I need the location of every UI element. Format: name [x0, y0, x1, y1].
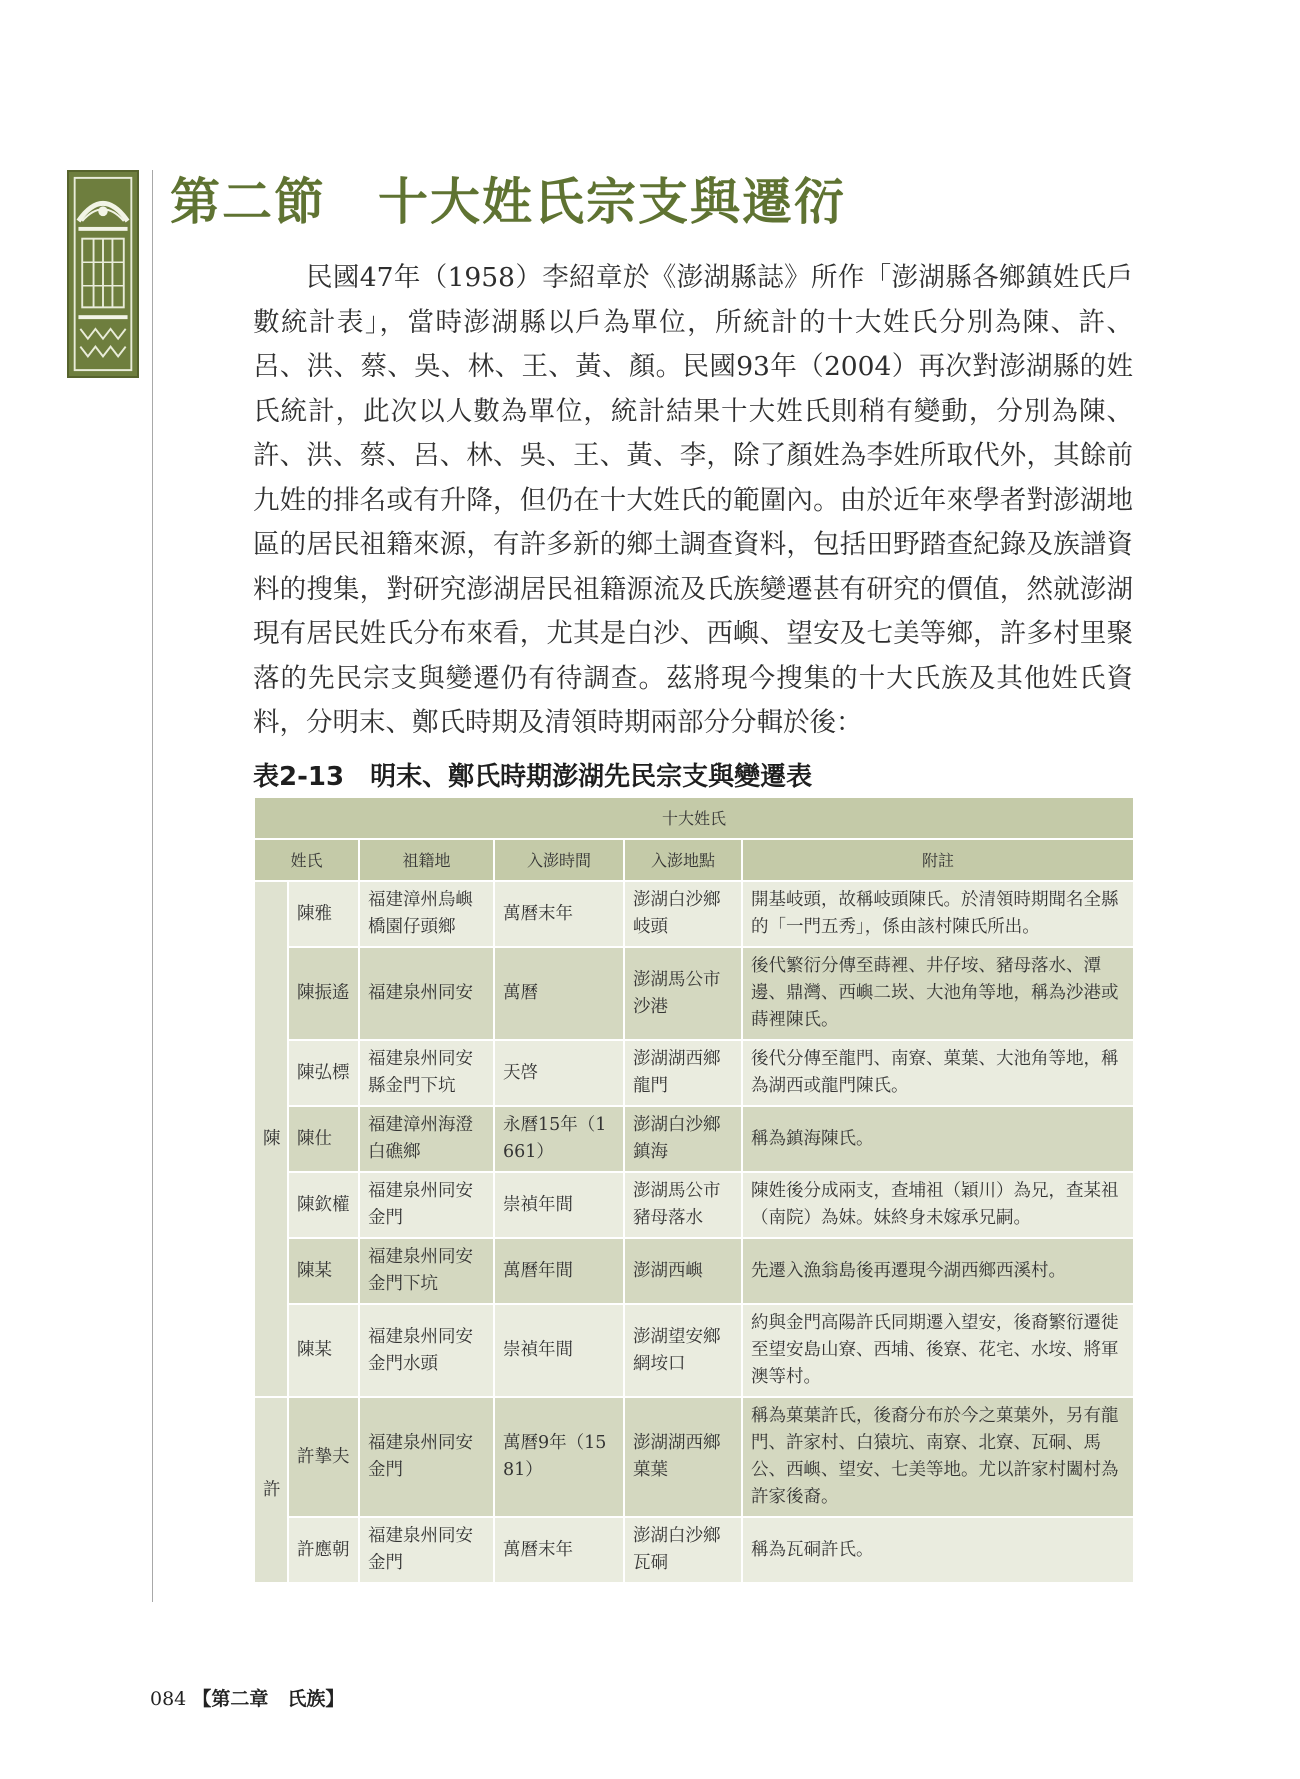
table-row [254, 881, 1134, 947]
origin-cell: 福建泉州同安縣金門下坑 [359, 1040, 494, 1106]
table-row [254, 1304, 1134, 1397]
origin-cell: 福建泉州同安金門 [359, 1517, 494, 1583]
header-time: 入澎時間 [494, 839, 624, 881]
note-cell: 後代分傳至龍門、南寮、菓葉、大池角等地，稱為湖西或龍門陳氏。 [742, 1040, 1134, 1106]
table-row [254, 1040, 1134, 1106]
ancestor-name: 陳振遙 [288, 947, 359, 1040]
page-footer [150, 1684, 344, 1711]
place-cell: 澎湖白沙鄉岐頭 [624, 881, 742, 947]
place-cell: 澎湖馬公市沙港 [624, 947, 742, 1040]
table-row [254, 947, 1134, 1040]
table-caption: 十大姓氏 [254, 797, 1134, 839]
table-row [254, 1106, 1134, 1172]
note-cell: 先遷入漁翁島後再遷現今湖西鄉西溪村。 [742, 1238, 1134, 1304]
note-cell: 稱為瓦硐許氏。 [742, 1517, 1134, 1583]
ancestor-name: 陳弘標 [288, 1040, 359, 1106]
time-cell: 崇禎年間 [494, 1304, 624, 1397]
origin-cell: 福建泉州同安金門 [359, 1172, 494, 1238]
header-note: 附註 [742, 839, 1134, 881]
place-cell: 澎湖馬公市豬母落水 [624, 1172, 742, 1238]
place-cell: 澎湖湖西鄉龍門 [624, 1040, 742, 1106]
time-cell: 萬曆 [494, 947, 624, 1040]
origin-cell: 福建泉州同安金門下坑 [359, 1238, 494, 1304]
ancestor-name: 陳雅 [288, 881, 359, 947]
surname-group-xu: 許 [254, 1397, 288, 1583]
time-cell: 萬曆末年 [494, 881, 624, 947]
note-cell: 後代繁衍分傳至蒔裡、井仔垵、豬母落水、潭邊、鼎灣、西嶼二崁、大池角等地，稱為沙港或蒔裡陳氏。 [742, 947, 1134, 1040]
note-cell: 開基岐頭，故稱岐頭陳氏。於清領時期聞名全縣的「一門五秀」，係由該村陳氏所出。 [742, 881, 1134, 947]
time-cell: 崇禎年間 [494, 1172, 624, 1238]
table-row [254, 1172, 1134, 1238]
section-title: 第二節 十大姓氏宗支與遷衍 [170, 172, 846, 231]
table-row [254, 1397, 1134, 1517]
time-cell: 永曆15年（1661） [494, 1106, 624, 1172]
header-place: 入澎地點 [624, 839, 742, 881]
margin-rule [152, 170, 153, 1602]
header-surname: 姓氏 [254, 839, 359, 881]
body-paragraph: 民國47年（1958）李紹章於《澎湖縣誌》所作「澎湖縣各鄉鎮姓氏戶數統計表」，當時澎湖縣以戶為單位，所統計的十大姓氏分別為陳、許、呂、洪、蔡、吳、林、王、黃、顏。民國93年（2004）再次對澎湖縣的姓氏統計，此次以人數為單位，統計結果十大姓氏則稍有變動，分別為陳、許、洪、蔡、呂、林、吳、王、黃、李，除了顏姓為李姓所取代外，其餘前九姓的排名或有升降，但仍在十大姓氏的範圍內。由於近年來學者對澎湖地區的居民祖籍來源，有許多新的鄉土調查資料，包括田野踏查紀錄及族譜資料的搜集，對研究澎湖居民祖籍源流及氏族變遷甚有研究的價值，然就澎湖現有居民姓氏分布來看，尤其是白沙、西嶼、望安及七美等鄉，許多村里聚落的先民宗支與變遷仍有待調查。茲將現今搜集的十大氏族及其他姓氏資料，分明末、鄭氏時期及清領時期兩部分分輯於後： [253, 262, 1133, 738]
origin-cell: 福建漳州烏嶼橋園仔頭鄉 [359, 881, 494, 947]
ancestor-name: 許應朝 [288, 1517, 359, 1583]
origin-cell: 福建漳州海澄白礁鄉 [359, 1106, 494, 1172]
origin-cell: 福建泉州同安金門 [359, 1397, 494, 1517]
time-cell: 萬曆末年 [494, 1517, 624, 1583]
table-title: 表2-13 明末、鄭氏時期澎湖先民宗支與變遷表 [253, 762, 813, 792]
table-row [254, 1517, 1134, 1583]
time-cell: 萬曆年間 [494, 1238, 624, 1304]
origin-cell: 福建泉州同安金門水頭 [359, 1304, 494, 1397]
building-emblem-icon [69, 172, 137, 376]
lineage-table [253, 796, 1135, 1584]
origin-cell: 福建泉州同安 [359, 947, 494, 1040]
time-cell: 天啓 [494, 1040, 624, 1106]
header-origin: 祖籍地 [359, 839, 494, 881]
place-cell: 澎湖望安鄉網垵口 [624, 1304, 742, 1397]
time-cell: 萬曆9年（1581） [494, 1397, 624, 1517]
place-cell: 澎湖湖西鄉菓葉 [624, 1397, 742, 1517]
page-number: 084 [150, 1688, 187, 1710]
ancestor-name: 許摯夫 [288, 1397, 359, 1517]
place-cell: 澎湖白沙鄉鎮海 [624, 1106, 742, 1172]
note-cell: 稱為菓葉許氏，後裔分布於今之菓葉外，另有龍門、許家村、白猿坑、南寮、北寮、瓦硐、馬公、西嶼、望安、七美等地。尤以許家村闔村為許家後裔。 [742, 1397, 1134, 1517]
place-cell: 澎湖西嶼 [624, 1238, 742, 1304]
note-cell: 陳姓後分成兩支，查埔祖（穎川）為兄，查某祖（南院）為妹。妹終身未嫁承兄嗣。 [742, 1172, 1134, 1238]
chapter-label: 【第二章 氏族】 [192, 1688, 345, 1710]
place-cell: 澎湖白沙鄉瓦硐 [624, 1517, 742, 1583]
surname-group-chen: 陳 [254, 881, 288, 1397]
note-cell: 稱為鎮海陳氏。 [742, 1106, 1134, 1172]
chapter-emblem [67, 170, 139, 378]
ancestor-name: 陳某 [288, 1304, 359, 1397]
ancestor-name: 陳仕 [288, 1106, 359, 1172]
ancestor-name: 陳欽權 [288, 1172, 359, 1238]
note-cell: 約與金門高陽許氏同期遷入望安，後裔繁衍遷徙至望安島山寮、西埔、後寮、花宅、水垵、將軍澳等村。 [742, 1304, 1134, 1397]
ancestor-name: 陳某 [288, 1238, 359, 1304]
table-row [254, 1238, 1134, 1304]
